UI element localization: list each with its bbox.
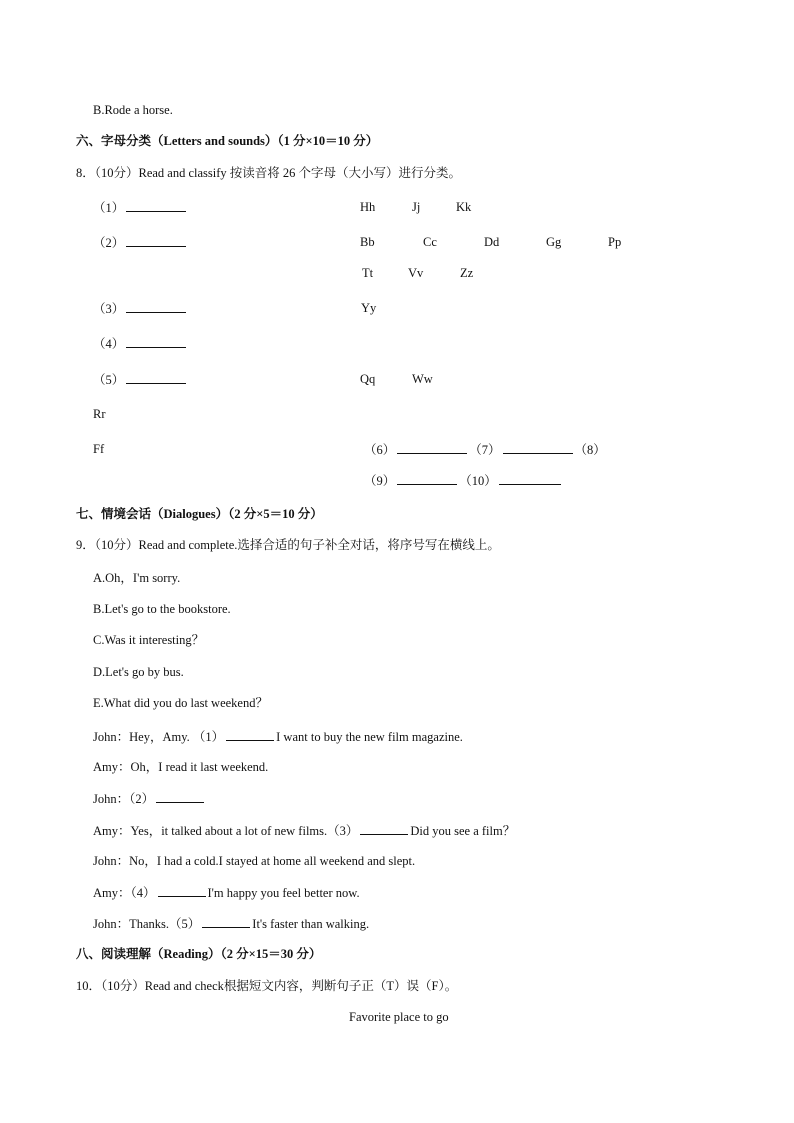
letter: Qq [360,372,376,386]
item-label: （4） [93,337,125,351]
letter: Ww [412,372,433,386]
item-label: （8） [574,443,606,457]
option-e: E.What did you do last weekend？ [93,696,268,710]
dialogue-line-4 [93,822,515,839]
letter: Tt [362,266,374,280]
dialogue-line-1 [93,728,463,745]
answer-item-4 [93,335,188,352]
answer-blank-10[interactable] [499,472,561,485]
dialogue-blank-4[interactable] [158,884,206,897]
question-10-prompt: 10．（10分）Read and check根据短文内容，判断句子正（T）误（F）。 [76,979,458,993]
answer-blank-9[interactable] [397,472,457,485]
letter: Cc [423,235,437,249]
dialogue-text: John：Hey，Amy. （1） [93,730,225,744]
option-d: D.Let's go by bus. [93,665,184,679]
answer-item-1 [93,199,188,216]
section-8-heading: 八、阅读理解（Reading）（2 分×15＝30 分） [76,947,322,961]
dialogue-blank-1[interactable] [226,728,274,741]
question-8-prompt: 8．（10分）Read and classify 按读音将 26 个字母（大小写）进行分类。 [76,166,462,180]
dialogue-line-5: John：No，I had a cold.I stayed at home all weekend and slept. [93,854,416,868]
answer-blank-2[interactable] [126,234,186,247]
answer-item-2 [93,234,188,251]
dialogue-line-3 [93,790,206,807]
section-7-heading: 七、情境会话（Dialogues）（2 分×5＝10 分） [76,507,323,521]
letter: Rr [93,407,106,421]
dialogue-blank-5[interactable] [202,915,250,928]
option-b-text: B.Rode a horse. [93,103,173,117]
letter: Zz [460,266,474,280]
answer-blank-1[interactable] [126,199,186,212]
option-b: B.Let's go to the bookstore. [93,602,231,616]
dialogue-text: John：Thanks.（5） [93,917,201,931]
item-label: （3） [93,302,125,316]
letter: Dd [484,235,500,249]
option-c: C.Was it interesting？ [93,633,205,647]
item-label: （7） [469,443,501,457]
letter: Ff [93,442,105,456]
dialogue-text: It's faster than walking. [252,917,370,931]
dialogue-text: Amy：Yes，it talked about a lot of new films.（3） [93,824,359,838]
dialogue-line-2: Amy：Oh，I read it last weekend. [93,760,269,774]
answer-blank-7[interactable] [503,441,573,454]
dialogue-text: I want to buy the new film magazine. [276,730,463,744]
section-6-heading: 六、字母分类（Letters and sounds）（1 分×10＝10 分） [76,134,379,148]
letter: Jj [412,200,421,214]
dialogue-line-6 [93,884,360,901]
option-a: A.Oh，I'm sorry. [93,571,181,585]
letter: Vv [408,266,424,280]
item-label: （1） [93,201,125,215]
item-label: （9） [364,474,396,488]
letter: Bb [360,235,375,249]
dialogue-text: Did you see a film？ [410,824,516,838]
item-label: （6） [364,443,396,457]
answer-blank-3[interactable] [126,300,186,313]
dialogue-blank-3[interactable] [360,822,408,835]
answer-item-5 [93,371,188,388]
letter: Kk [456,200,472,214]
answer-row-6-8 [364,441,606,458]
answer-row-9-10 [364,472,563,489]
dialogue-text: John：（2） [93,792,155,806]
letter: Hh [360,200,376,214]
answer-item-3 [93,300,188,317]
item-label: （5） [93,373,125,387]
item-label: （2） [93,236,125,250]
letter: Pp [608,235,622,249]
dialogue-text: Amy：（4） [93,886,156,900]
answer-blank-6[interactable] [397,441,467,454]
letter: Gg [546,235,562,249]
answer-blank-5[interactable] [126,371,186,384]
letter: Yy [361,301,377,315]
dialogue-text: I'm happy you feel better now. [207,886,360,900]
dialogue-line-7 [93,915,369,932]
item-label: （10） [459,474,497,488]
question-9-prompt: 9．（10分）Read and complete.选择合适的句子补全对话，将序号写在横线上。 [76,538,500,552]
answer-blank-4[interactable] [126,335,186,348]
dialogue-blank-2[interactable] [156,790,204,803]
passage-title: Favorite place to go [349,1010,449,1024]
